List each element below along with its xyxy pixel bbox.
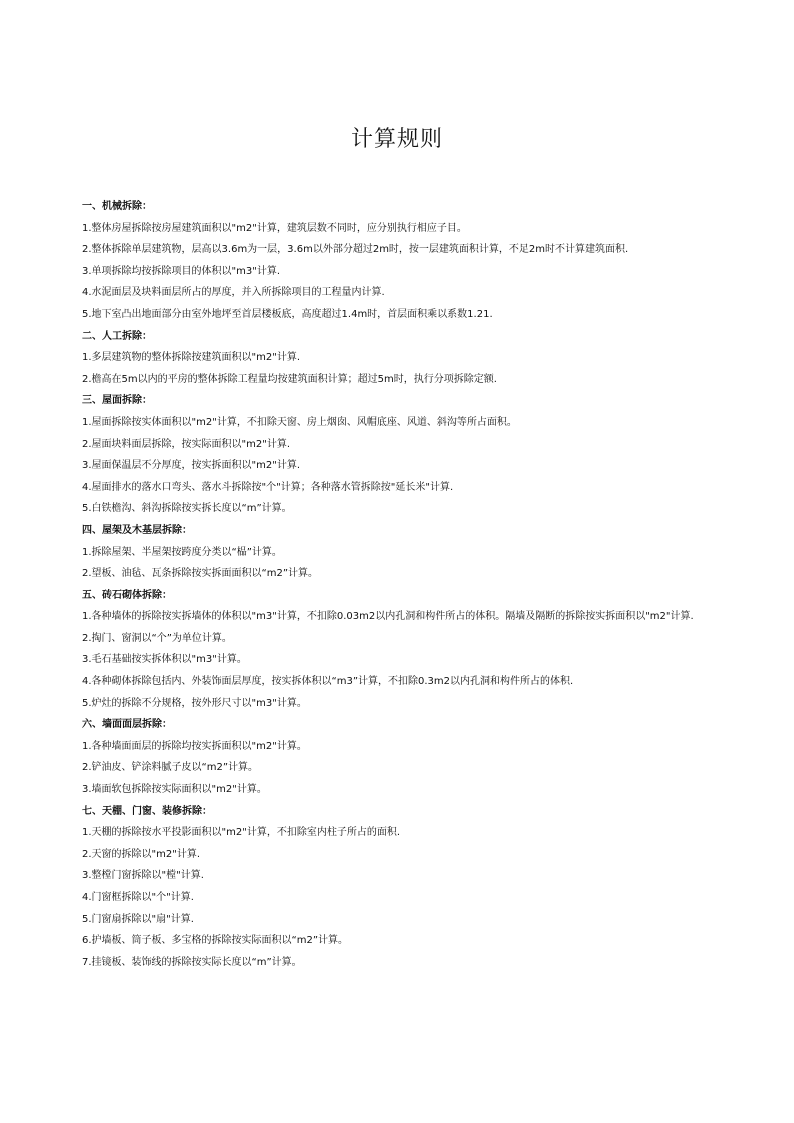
rules-list	[82, 196, 762, 973]
page-title: 计算规则	[350, 127, 443, 152]
rule-item: 3.屋面保温层不分厚度，按实拆面积以"m2"计算.	[82, 460, 301, 472]
rule-item: 3.整樘门窗拆除以"樘"计算.	[82, 870, 204, 882]
rule-item: 4.门窗框拆除以"个"计算.	[82, 892, 194, 903]
rule-item: 1.多层建筑物的整体拆除按建筑面积以"m2"计算.	[82, 352, 301, 364]
rule-item: 3.单项拆除均按拆除项目的体积以"m3"计算.	[82, 265, 281, 277]
rule-item: 2.掏门、窗洞以“个”为单位计算。	[82, 632, 232, 644]
rule-item: 1.屋面拆除按实体面积以"m2"计算，不扣除天窗、房上烟囱、风帽底座、风道、斜沟等所占面积。	[82, 416, 517, 428]
section-heading: 四、屋架及木基层拆除：	[82, 524, 192, 536]
section-heading: 五、砖石砌体拆除：	[82, 589, 172, 601]
rule-item: 1.天棚的拆除按水平投影面积以"m2"计算，不扣除室内柱子所占的面积.	[82, 827, 401, 839]
section-heading: 七、天棚、门窗、装修拆除：	[82, 805, 212, 817]
rule-item: 5.炉灶的拆除不分规格，按外形尺寸以"m3"计算。	[82, 697, 307, 709]
section-heading: 三、屋面拆除：	[82, 395, 152, 407]
rule-item: 1.拆除屋架、半屋架按跨度分类以“榀”计算。	[82, 546, 282, 558]
rule-item: 2.天窗的拆除以"m2"计算.	[82, 848, 201, 860]
rule-item: 2.整体拆除单层建筑物，层高以3.6m为一层，3.6m以外部分超过2m时，按一层建筑面积计算，不足2m时不计算建筑面积.	[82, 244, 629, 256]
rule-item: 2.屋面块料面层拆除，按实际面积以"m2"计算.	[82, 438, 291, 450]
rule-item: 2.望板、油毡、瓦条拆除按实拆面面积以“m2”计算。	[82, 568, 319, 580]
rule-item: 4.屋面排水的落水口弯头、落水斗拆除按"个"计算；各种落水管拆除按"延长米"计算.	[82, 481, 454, 493]
rule-item: 5.门窗扇拆除以"扇"计算.	[82, 913, 194, 925]
rule-item: 7.挂镜板、装饰线的拆除按实际长度以“m”计算。	[82, 956, 302, 968]
rule-item: 6.护墙板、筒子板、多宝格的拆除按实际面积以“m2”计算。	[82, 935, 349, 947]
rule-item: 5.白铁檐沟、斜沟拆除按实拆长度以“m”计算。	[82, 503, 292, 515]
rule-item: 3.毛石基础按实拆体积以"m3"计算。	[82, 654, 247, 666]
rule-item: 2.檐高在5m以内的平房的整体拆除工程量均按建筑面积计算；超过5m时，执行分项拆除定额.	[82, 373, 497, 385]
rule-item: 5.地下室凸出地面部分由室外地坪至首层楼板底，高度超过1.4m时，首层面积乘以系数1.21.	[82, 308, 493, 320]
rule-item: 4.水泥面层及块料面层所占的厚度，并入所拆除项目的工程量内计算.	[82, 287, 385, 299]
rule-item: 3.墙面软包拆除按实际面积以"m2"计算。	[82, 784, 267, 796]
rule-item: 1.整体房屋拆除按房屋建筑面积以"m2"计算，建筑层数不同时，应分别执行相应子目。	[82, 222, 467, 234]
section-heading: 二、人工拆除：	[82, 330, 152, 342]
rule-item: 4.各种砌体拆除包括内、外装饰面层厚度，按实拆体积以“m3”计算，不扣除0.3m2以内孔洞和构件所占的体积.	[82, 676, 574, 688]
rule-item: 1.各种墙面面层的拆除均按实拆面积以"m2"计算。	[82, 740, 307, 752]
section-heading: 一、机械拆除：	[82, 201, 152, 212]
section-heading: 六、墙面面层拆除：	[82, 719, 172, 731]
rule-item: 2.铲油皮、铲涂料腻子皮以“m2”计算。	[82, 762, 259, 774]
rule-item: 1.各种墙体的拆除按实拆墙体的体积以"m3"计算，不扣除0.03m2以内孔洞和构件所占的体积。隔墙及隔断的拆除按实拆面积以"m2"计算.	[82, 611, 694, 623]
